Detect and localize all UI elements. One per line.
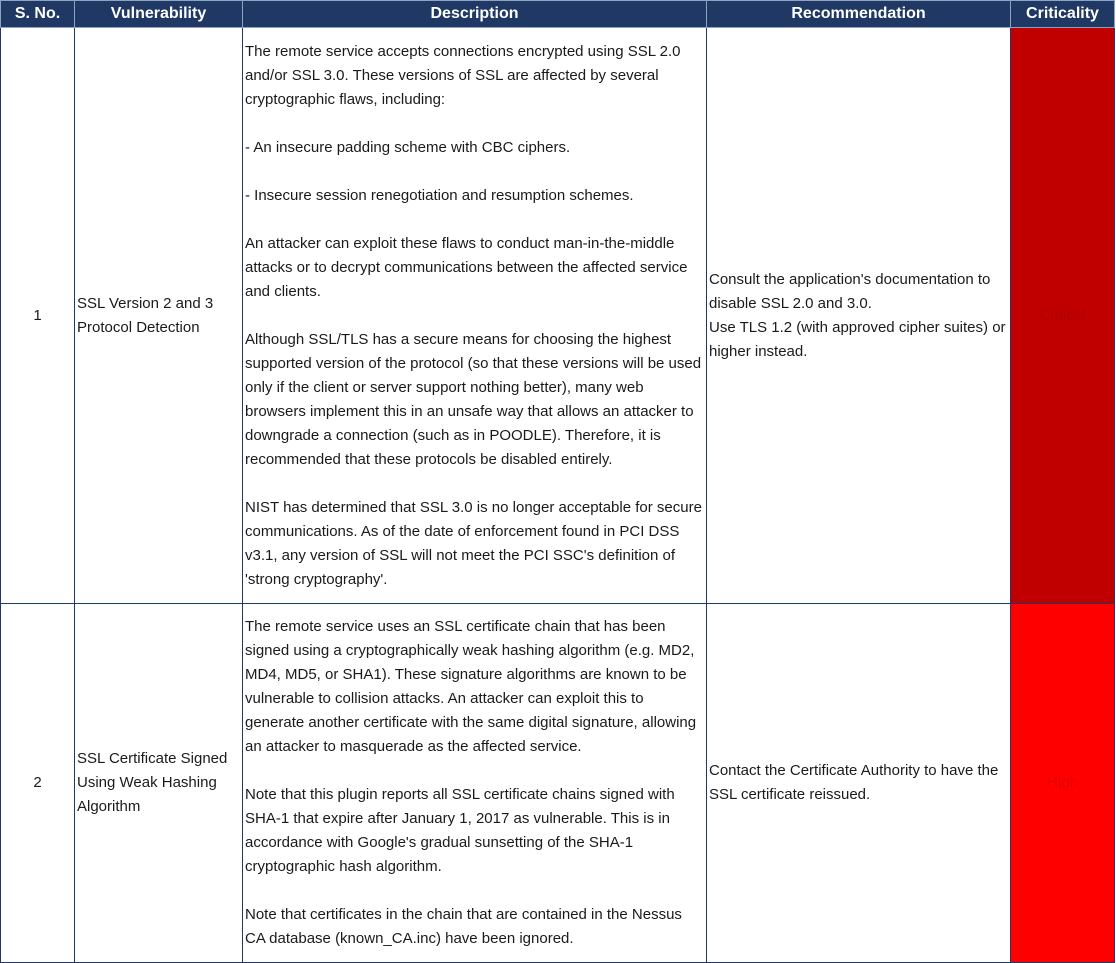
recommendation-line: Contact the Certificate Authority to have the SSL certificate reissued. bbox=[709, 762, 999, 803]
criticality-cell-critical bbox=[1011, 28, 1115, 604]
header-row bbox=[1, 1, 1115, 28]
column-header-description: Description bbox=[243, 1, 707, 28]
recommendation-line: Use TLS 1.2 (with approved cipher suites) or higher instead. bbox=[709, 318, 1006, 360]
table-row bbox=[1, 28, 1115, 604]
recommendation-cell bbox=[707, 28, 1011, 604]
sno-cell: 1 bbox=[1, 28, 75, 604]
recommendation-cell bbox=[707, 604, 1011, 963]
column-header-sno: S. No. bbox=[1, 1, 75, 28]
column-header-vulnerability: Vulnerability bbox=[75, 1, 243, 28]
vulnerability-cell: SSL Version 2 and 3 Protocol Detection bbox=[75, 28, 243, 604]
column-header-criticality: Criticality bbox=[1011, 1, 1115, 28]
description-cell: The remote service uses an SSL certificate chain that has been signed using a cryptographically weak hashing algorithm (e.g. MD2, MD4, MD5, or SHA1). These signature algorithms are known to be vulnerable to collision attacks. An attacker can exploit this to generate another certificate with the same digital signature, allowing an attacker to masquerade as the affected service. Note that this plugin reports all SSL certificate chains signed with SHA-1 that expire after January 1, 2017 as vulnerable. This is in accordance with Google's gradual sunsetting of the SHA-1 cryptographic hash algorithm. Note that certificates in the chain that are contained in the Nessus CA database (known_CA.inc) have been ignored. bbox=[243, 604, 707, 963]
column-header-recommendation: Recommendation bbox=[707, 1, 1011, 28]
description-cell: The remote service accepts connections encrypted using SSL 2.0 and/or SSL 3.0. These versions of SSL are affected by several cryptographic flaws, including: - An insecure padding scheme with CBC ciphers. - Insecure session renegotiation and resumption schemes. An attacker can exploit these flaws to conduct man-in-the-middle attacks or to decrypt communications between the affected service and clients. Although SSL/TLS has a secure means for choosing the highest supported version of the protocol (so that these versions will be used only if the client or server support nothing better), many web browsers implement this in an unsafe way that allows an attacker to downgrade a connection (such as in POODLE). Therefore, it is recommended that these protocols be disabled entirely. NIST has determined that SSL 3.0 is no longer acceptable for secure communications. As of the date of enforcement found in PCI DSS v3.1, any version of SSL will not meet the PCI SSC's definition of 'strong cryptography'. bbox=[243, 28, 707, 604]
sno-cell: 2 bbox=[1, 604, 75, 963]
criticality-label: Critical bbox=[1039, 306, 1086, 324]
vulnerability-cell: SSL Certificate Signed Using Weak Hashing Algorithm bbox=[75, 604, 243, 963]
recommendation-line: Consult the application's documentation to disable SSL 2.0 and 3.0. bbox=[709, 270, 991, 312]
criticality-cell-high bbox=[1011, 604, 1115, 963]
criticality-label: High bbox=[1047, 774, 1078, 791]
table-row bbox=[1, 604, 1115, 963]
